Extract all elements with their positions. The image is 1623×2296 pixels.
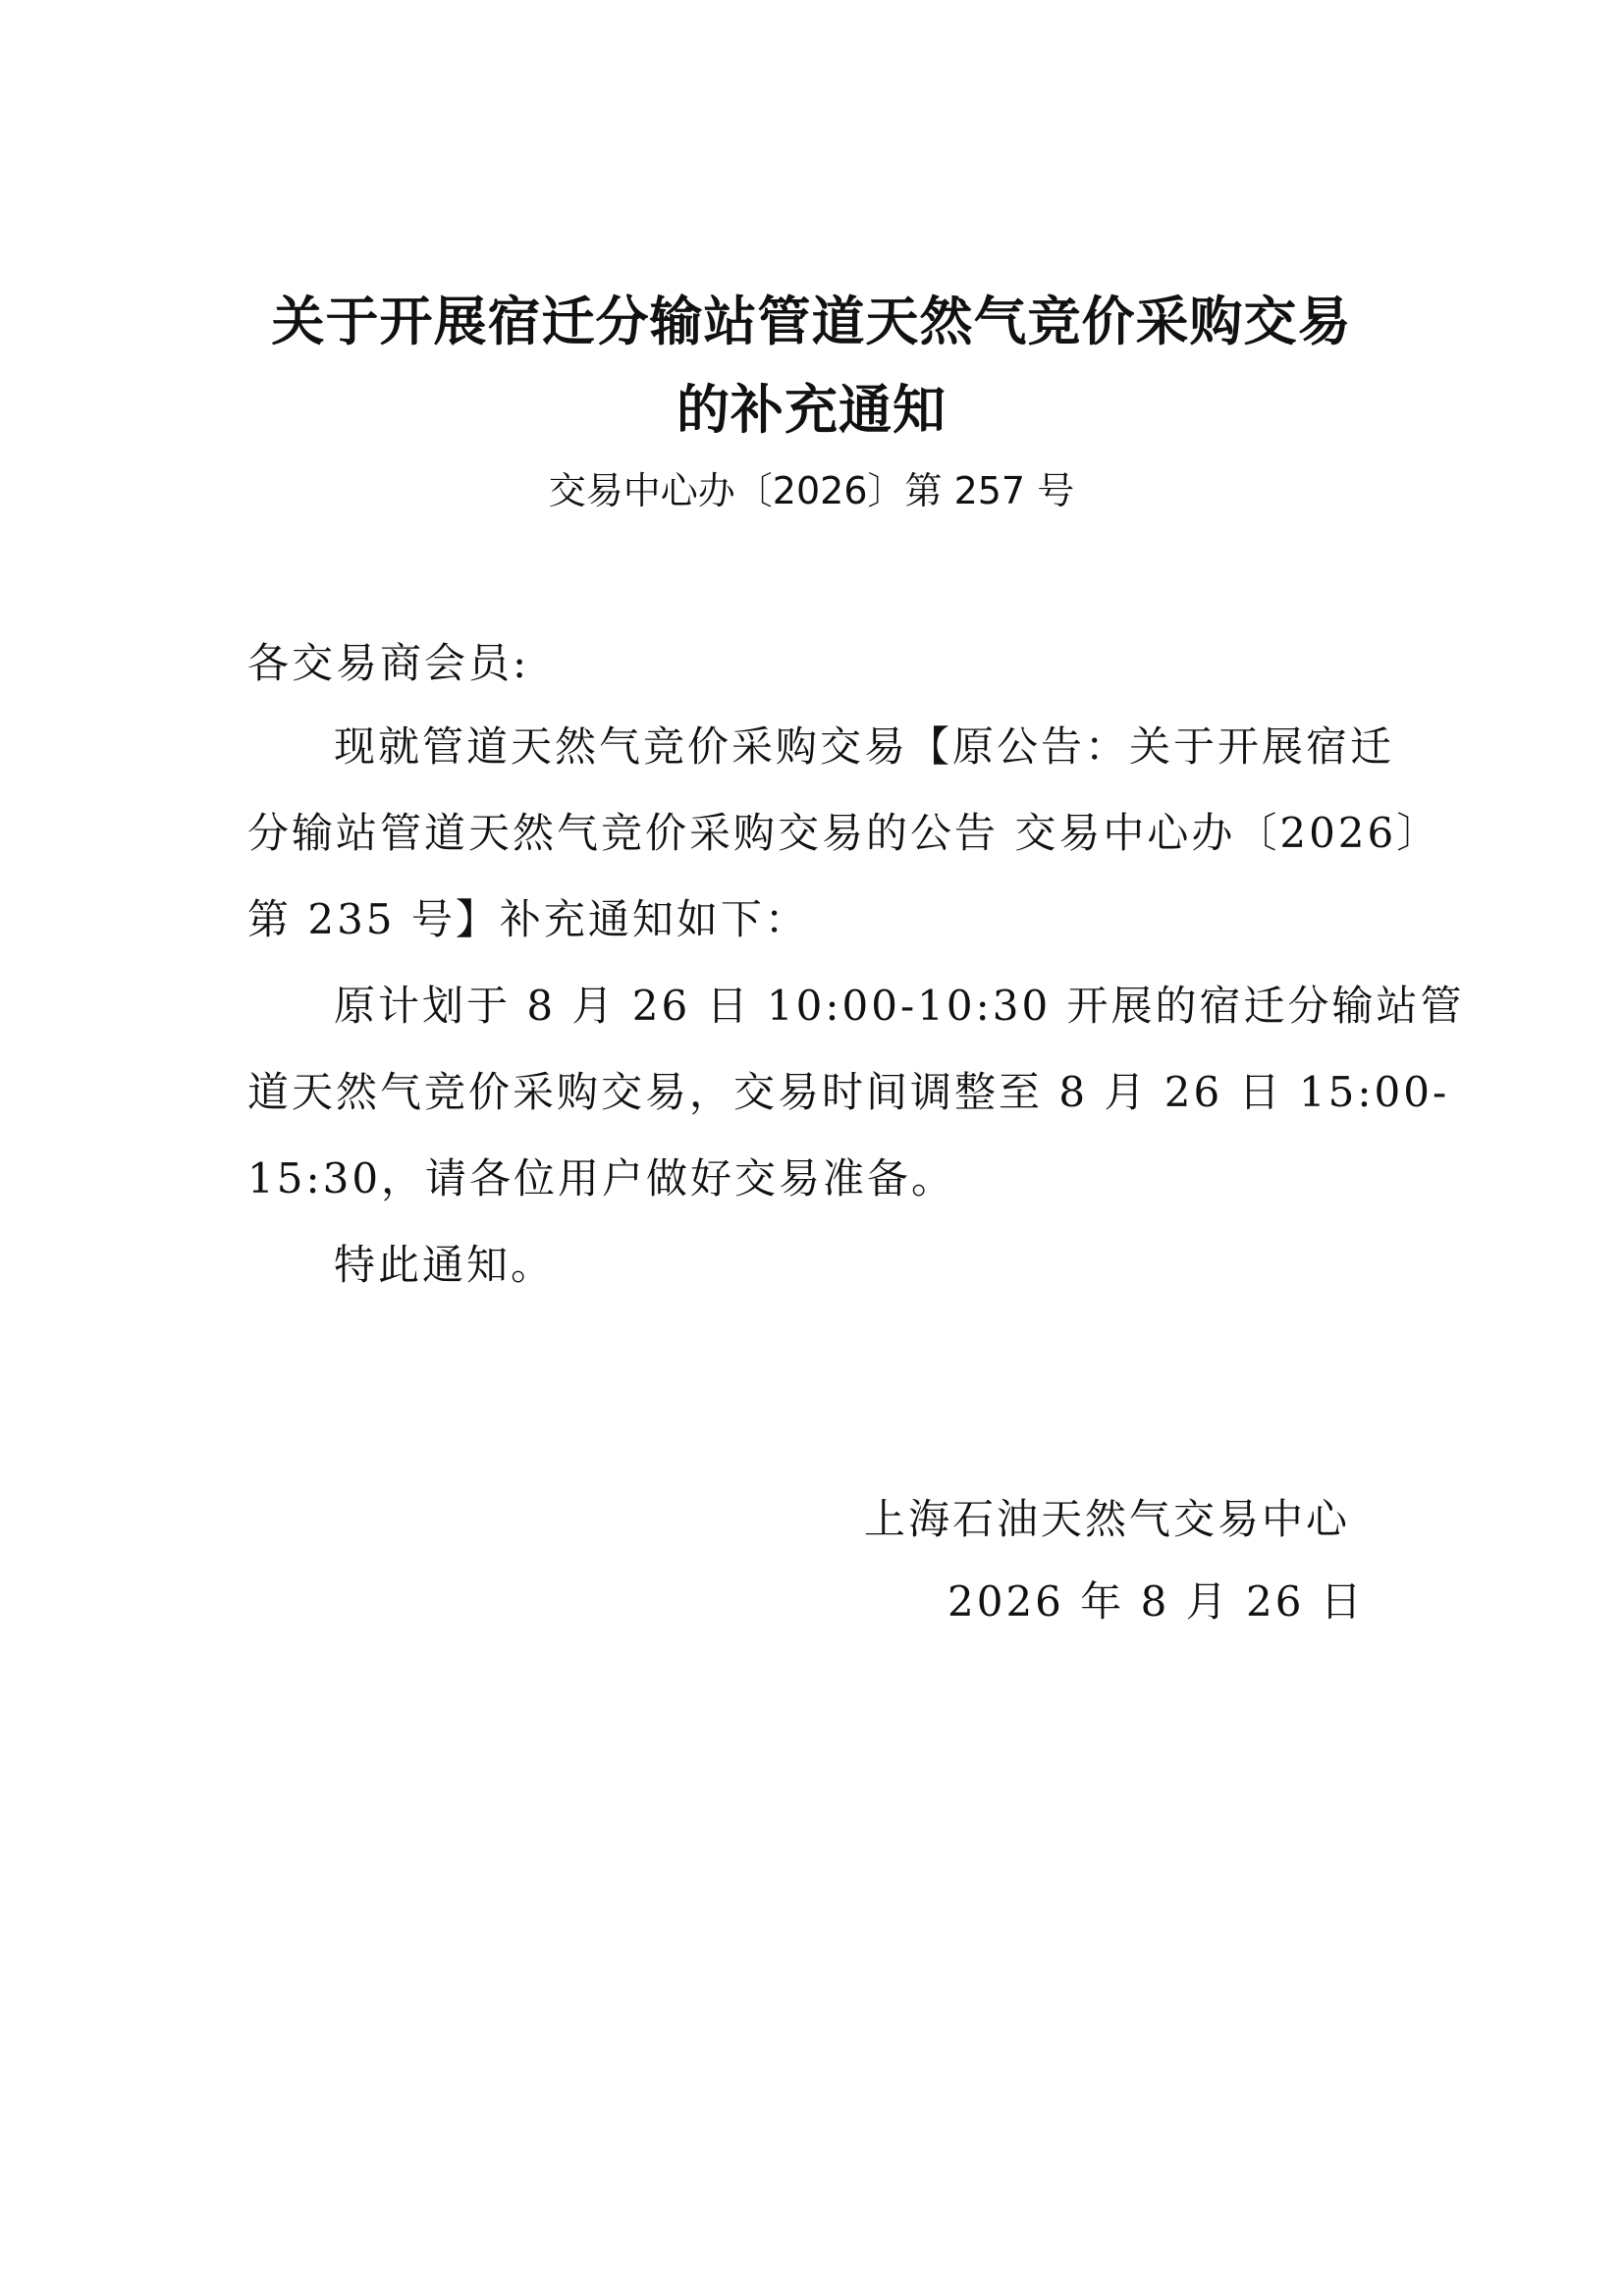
closing-line: 特此通知。: [334, 1241, 556, 1289]
paragraph-2-line-2: 道天然气竞价采购交易，交易时间调整至 8 月 26 日 15:00-: [247, 1068, 1450, 1116]
paragraph-2-line-1: 原计划于 8 月 26 日 10:00-10:30 开展的宿迁分输站管: [334, 982, 1465, 1030]
paragraph-1-line-3: 第 235 号】补充通知如下：: [247, 895, 809, 943]
document-number: 交易中心办〔2026〕第 257 号: [548, 469, 1075, 512]
signature-date: 2026 年 8 月 26 日: [947, 1577, 1365, 1626]
title-line-2: 的补充通知: [676, 379, 947, 441]
salutation: 各交易商会员:: [247, 639, 530, 687]
paragraph-1-line-2: 分输站管道天然气竞价采购交易的公告 交易中心办〔2026〕: [247, 809, 1441, 857]
paragraph-1-line-1: 现就管道天然气竞价采购交易【原公告：关于开展宿迁: [334, 722, 1395, 771]
paragraph-2-line-3: 15:30，请各位用户做好交易准备。: [247, 1154, 956, 1202]
signature-organization: 上海石油天然气交易中心: [864, 1495, 1351, 1543]
title-line-1: 关于开展宿迁分输站管道天然气竞价采购交易: [271, 291, 1352, 352]
